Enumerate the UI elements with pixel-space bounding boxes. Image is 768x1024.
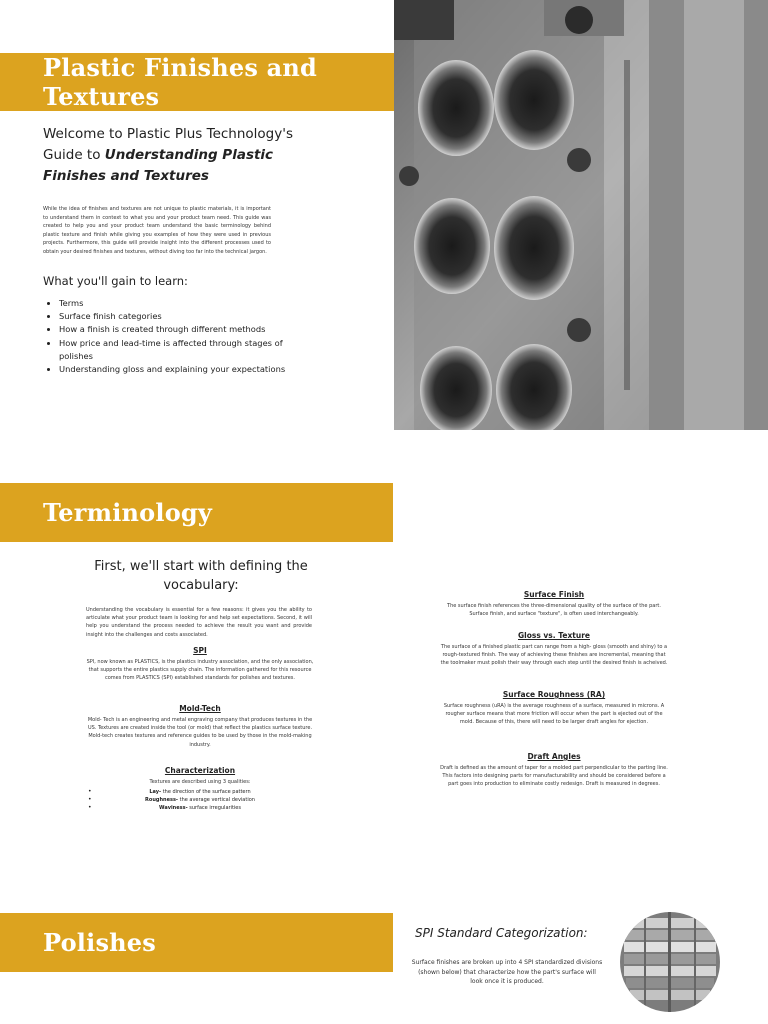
term-surface-roughness [438, 690, 670, 727]
list-item: • How price and lead-time is affected through stages of polishes [59, 337, 289, 363]
polished-parts-image [620, 912, 720, 1012]
term-title: Surface Finish [523, 590, 585, 599]
mold-photo [394, 0, 768, 430]
term-gloss-vs-texture [438, 631, 670, 668]
term-title: Characterization [164, 766, 236, 775]
gain-list [43, 297, 289, 376]
term-body: SPI, now known as PLASTICS, is the plastics industry association, and the only association, that supports the entire plastics supply chain. The information gathered for this resource comes from PLASTICS (SPI) established standards for polishes and textures. [86, 659, 314, 682]
characterization-list [86, 788, 314, 812]
term-body: The surface of a finished plastic part can range from a high- gloss (smooth and shiny) to a rough-textured finish. The way of achieving these finishes are incremental, meaning that the toolmaker must polish their way through each step until the desired finish is acheived. [440, 644, 668, 667]
term-body: Surface roughness (uRA) is the average roughness of a surface, measured in microns. A rougher surface means that more friction will occur when the part is ejected out of the mold. Because of this, there will need to be larger draft angles for ejection. [443, 703, 665, 726]
spi-heading: SPI Standard Categorization: [415, 926, 588, 940]
title-banner [0, 53, 394, 111]
term-surface-finish [438, 590, 670, 618]
list-item: • Understanding gloss and explaining your expectations [59, 363, 289, 376]
intro-emphasis: Understanding Plastic Finishes and Textures [43, 147, 274, 184]
gain-heading: What you'll gain to learn: [43, 274, 188, 288]
term-spi [86, 646, 314, 683]
vocabulary-paragraph: Understanding the vocabulary is essential for a few reasons: it gives you the ability to articulate what your product team is looking for and help set expectations. Second, it will help you understand the process needed to achieve the result you want and provide insight into the challenges and costs associated. [86, 607, 312, 638]
intro-heading [43, 124, 323, 187]
spi-text: Surface finishes are broken up into 4 SPI standardized divisions (shown below) that characterize how the part's surface will look once it is produced. [411, 959, 603, 986]
terminology-title: Terminology [43, 498, 213, 527]
term-draft-angles [438, 752, 670, 789]
vocabulary-heading: First, we'll start with defining the vocabulary: [94, 559, 308, 593]
term-title: Gloss vs. Texture [518, 631, 590, 640]
list-item: • Waviness- surface irregularities [86, 804, 314, 812]
term-title: SPI [193, 646, 207, 655]
term-body: Mold- Tech is an engineering and metal engraving company that produces textures in the US. Textures are created inside the tool (or mold) that reflect the plastics surface texture. Mold-tech creates textures and reference guides to be used by those in the mold-making industry. [87, 717, 313, 748]
term-characterization [86, 766, 314, 786]
term-title: Mold-Tech [179, 704, 221, 713]
term-body: Draft is defined as the amount of taper for a molded part perpendicular to the parting line. This factors into designing parts for manufacturability and should be considered before a part goes into production to eliminate costly redesign. Draft is measured in degrees. [440, 765, 668, 788]
term-body: The surface finish references the three-dimensional quality of the surface of the part. Surface finish, and surface "texture", is often used interchangeably. [447, 603, 661, 618]
list-item: • Surface finish categories [59, 310, 289, 323]
term-body: Textures are described using 3 qualities: [149, 779, 251, 785]
term-title: Draft Angles [527, 752, 581, 761]
term-mold-tech [86, 704, 314, 749]
polishes-title: Polishes [43, 928, 156, 957]
list-item: • Terms [59, 297, 289, 310]
terminology-banner [0, 483, 393, 542]
term-title: Surface Roughness (RA) [502, 690, 606, 699]
list-item: • How a finish is created through different methods [59, 323, 289, 336]
intro-prefix: Welcome to Plastic Plus Technology's Guide to [43, 126, 293, 163]
intro-paragraph: While the idea of finishes and textures are not unique to plastic materials, it is important to understand them in context to what you and your product team need. This guide was created to help you and your product team understand the basic terminology behind plastic texture and finish while giving you examples of how they were used in previous projects. Furthermore, this guide will provide insight into the different processes used to obtain your desired finishes and textures, without diving too far into the technical jargon. [43, 206, 271, 255]
page-title: Plastic Finishes and Textures [43, 53, 317, 111]
list-item: • Roughness- the average vertical deviation [86, 796, 314, 804]
polishes-banner [0, 913, 393, 972]
list-item: • Lay- the direction of the surface pattern [86, 788, 314, 796]
